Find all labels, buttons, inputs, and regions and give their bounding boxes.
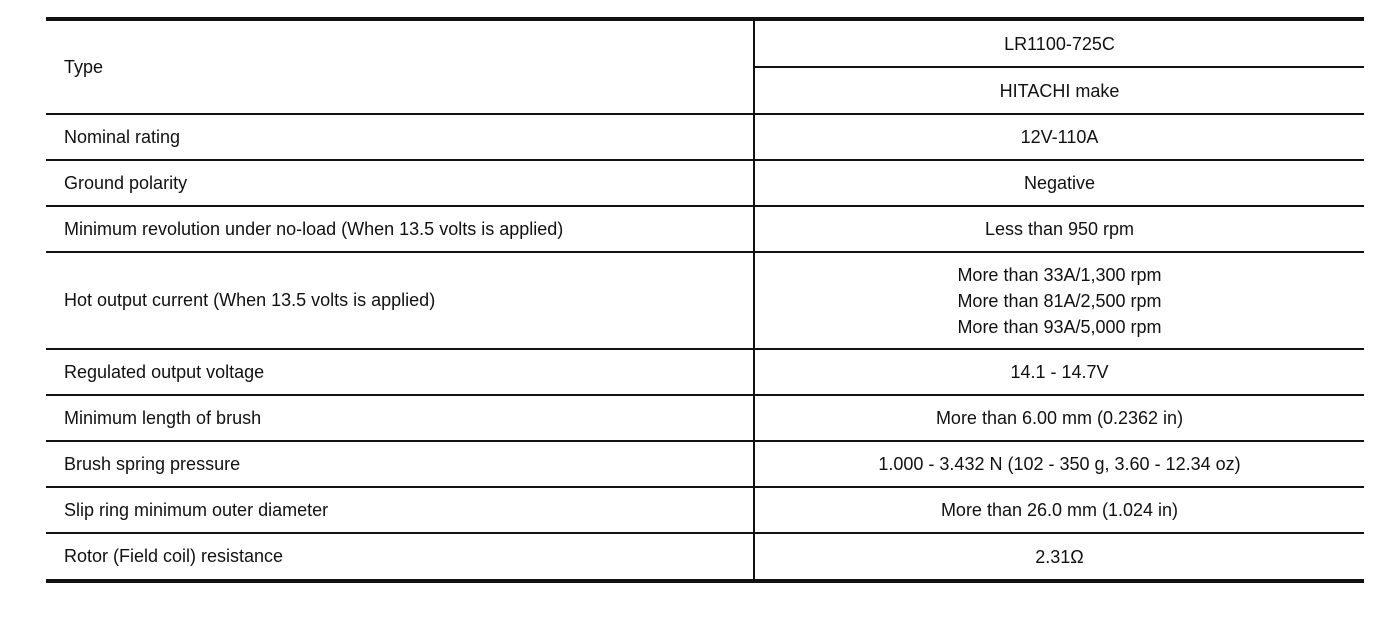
row-label: Minimum revolution under no-load (When 13.5 volts is applied) bbox=[46, 207, 755, 251]
row-label: Type bbox=[46, 21, 755, 113]
row-value bbox=[755, 534, 1364, 579]
value-text: Negative bbox=[1023, 173, 1096, 193]
row-label: Hot output current (When 13.5 volts is applied) bbox=[46, 253, 755, 348]
value-cell bbox=[755, 115, 1364, 159]
value-cell bbox=[755, 442, 1364, 486]
row-value bbox=[755, 488, 1364, 532]
value-text: More than 26.0 mm (1.024 in) bbox=[940, 500, 1179, 520]
row-value bbox=[755, 442, 1364, 486]
value-text: More than 6.00 mm (0.2362 in) bbox=[935, 408, 1184, 428]
row-value bbox=[755, 396, 1364, 440]
value-text: LR1100-725C bbox=[1004, 33, 1115, 54]
table-row bbox=[46, 251, 1364, 348]
value-text: More than 93A/5,000 rpm bbox=[957, 316, 1162, 337]
value-text: More than 33A/1,300 rpm bbox=[957, 264, 1162, 285]
value-text: More than 81A/2,500 rpm bbox=[957, 290, 1162, 311]
row-value bbox=[755, 350, 1364, 394]
table-row bbox=[46, 532, 1364, 579]
row-label: Ground polarity bbox=[46, 161, 755, 205]
table-row bbox=[46, 205, 1364, 251]
value-text: 1.000 - 3.432 N (102 - 350 g, 3.60 - 12.34 oz) bbox=[878, 454, 1241, 474]
row-value bbox=[755, 161, 1364, 205]
value-cell bbox=[755, 534, 1364, 579]
row-label: Rotor (Field coil) resistance bbox=[46, 534, 755, 579]
row-label: Slip ring minimum outer diameter bbox=[46, 488, 755, 532]
value-text: 12V-110A bbox=[1020, 127, 1099, 147]
row-label: Nominal rating bbox=[46, 115, 755, 159]
value-cell bbox=[755, 253, 1364, 348]
row-value bbox=[755, 253, 1364, 348]
table-row bbox=[46, 159, 1364, 205]
value-cell bbox=[755, 21, 1364, 66]
row-label: Brush spring pressure bbox=[46, 442, 755, 486]
value-text: Less than 950 rpm bbox=[984, 219, 1135, 239]
value-cell bbox=[755, 66, 1364, 113]
table-row bbox=[46, 394, 1364, 440]
row-value bbox=[755, 21, 1364, 113]
row-label: Minimum length of brush bbox=[46, 396, 755, 440]
specifications-table bbox=[46, 17, 1364, 583]
value-text: 14.1 - 14.7V bbox=[1010, 362, 1109, 382]
row-label: Regulated output voltage bbox=[46, 350, 755, 394]
value-cell bbox=[755, 396, 1364, 440]
value-cell bbox=[755, 488, 1364, 532]
table-row bbox=[46, 440, 1364, 486]
table-row bbox=[46, 486, 1364, 532]
table-row bbox=[46, 113, 1364, 159]
table-row bbox=[46, 21, 1364, 113]
value-cell bbox=[755, 350, 1364, 394]
value-cell bbox=[755, 207, 1364, 251]
value-text: HITACHI make bbox=[999, 80, 1120, 101]
value-cell bbox=[755, 161, 1364, 205]
row-value bbox=[755, 115, 1364, 159]
value-text: 2.31Ω bbox=[1035, 546, 1084, 567]
table-row bbox=[46, 348, 1364, 394]
row-value bbox=[755, 207, 1364, 251]
